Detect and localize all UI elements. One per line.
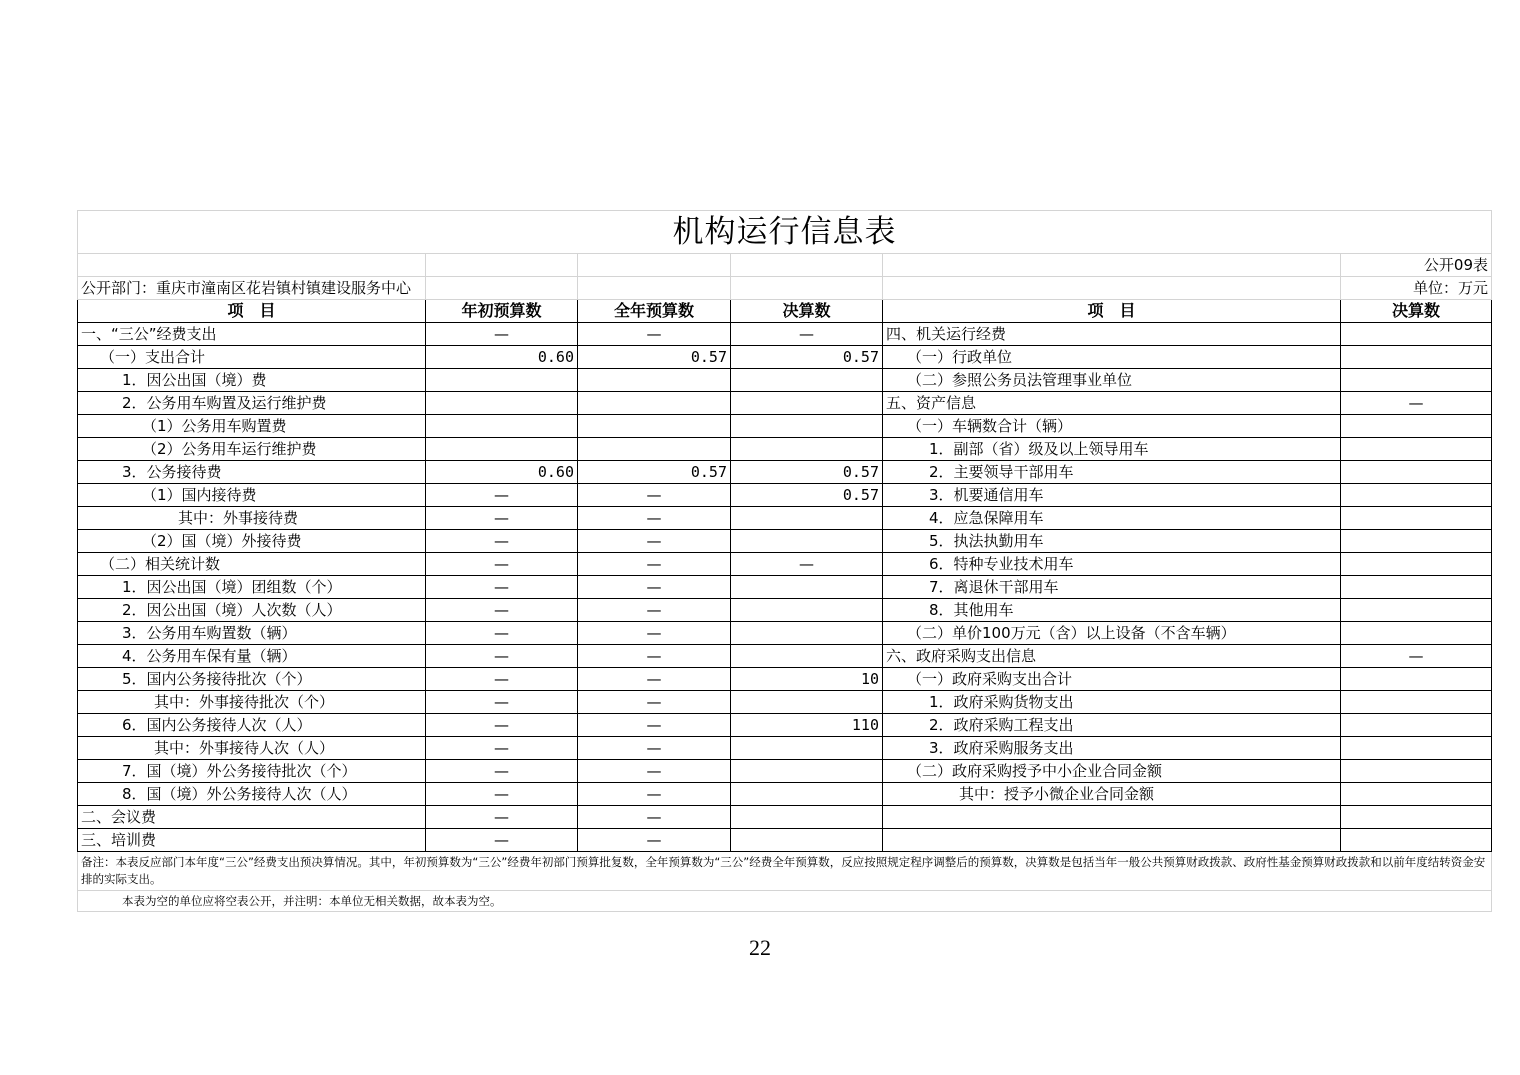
initial-budget-cell: —: [426, 530, 578, 553]
right-label: 5．执法执勤用车: [883, 530, 1341, 553]
row-label: 8．国（境）外公务接待人次（人）: [78, 783, 426, 806]
row-label: 3．公务用车购置数（辆）: [78, 622, 426, 645]
right-label: 3．机要通信用车: [883, 484, 1341, 507]
table-row: [78, 691, 1492, 714]
final-accounts-cell: [731, 806, 883, 829]
right-value-cell: [1341, 599, 1492, 622]
initial-budget-cell: [426, 392, 578, 415]
final-accounts-cell: [731, 438, 883, 461]
annual-budget-cell: —: [578, 484, 731, 507]
right-label: 1．副部（省）级及以上领导用车: [883, 438, 1341, 461]
final-accounts-cell: 0.57: [731, 346, 883, 369]
table-row: [78, 461, 1492, 484]
right-label: （二）单价100万元（含）以上设备（不含车辆）: [883, 622, 1341, 645]
initial-budget-cell: —: [426, 737, 578, 760]
header-initial-budget: 年初预算数: [426, 300, 578, 323]
annual-budget-cell: —: [578, 323, 731, 346]
initial-budget-cell: —: [426, 760, 578, 783]
info-table: [77, 210, 1492, 912]
right-value-cell: [1341, 806, 1492, 829]
header-row: [78, 300, 1492, 323]
right-value-cell: [1341, 438, 1492, 461]
right-value-cell: —: [1341, 645, 1492, 668]
annual-budget-cell: —: [578, 806, 731, 829]
row-label: （1）公务用车购置费: [78, 415, 426, 438]
row-label: 二、会议费: [78, 806, 426, 829]
row-label: 一、“三公”经费支出: [78, 323, 426, 346]
right-label: （二）参照公务员法管理事业单位: [883, 369, 1341, 392]
final-accounts-cell: [731, 576, 883, 599]
table-row: [78, 507, 1492, 530]
right-value-cell: [1341, 783, 1492, 806]
annual-budget-cell: —: [578, 553, 731, 576]
final-accounts-cell: [731, 392, 883, 415]
right-label: 7．离退休干部用车: [883, 576, 1341, 599]
header-item: 项 目: [78, 300, 426, 323]
final-accounts-cell: [731, 622, 883, 645]
table-row: [78, 484, 1492, 507]
final-accounts-cell: —: [731, 323, 883, 346]
initial-budget-cell: —: [426, 323, 578, 346]
row-label: （二）相关统计数: [78, 553, 426, 576]
right-label: 五、资产信息: [883, 392, 1341, 415]
final-accounts-cell: [731, 691, 883, 714]
table-row: [78, 323, 1492, 346]
initial-budget-cell: —: [426, 576, 578, 599]
row-label: 4．公务用车保有量（辆）: [78, 645, 426, 668]
header-item-right: 项 目: [883, 300, 1341, 323]
initial-budget-cell: —: [426, 484, 578, 507]
final-accounts-cell: —: [731, 553, 883, 576]
right-label: 6．特种专业技术用车: [883, 553, 1341, 576]
annual-budget-cell: —: [578, 645, 731, 668]
final-accounts-cell: [731, 599, 883, 622]
final-accounts-cell: 10: [731, 668, 883, 691]
right-label: 四、机关运行经费: [883, 323, 1341, 346]
right-value-cell: [1341, 737, 1492, 760]
row-label: 6．国内公务接待人次（人）: [78, 714, 426, 737]
table-row: [78, 392, 1492, 415]
annual-budget-cell: —: [578, 507, 731, 530]
table-row: [78, 668, 1492, 691]
right-value-cell: [1341, 576, 1492, 599]
right-label: 2．政府采购工程支出: [883, 714, 1341, 737]
unit-label: 单位：万元: [1341, 277, 1492, 300]
row-label: （1）国内接待费: [78, 484, 426, 507]
table-row: [78, 530, 1492, 553]
row-label: 其中：外事接待费: [78, 507, 426, 530]
final-accounts-cell: [731, 415, 883, 438]
row-label: 1．因公出国（境）团组数（个）: [78, 576, 426, 599]
right-value-cell: [1341, 553, 1492, 576]
initial-budget-cell: —: [426, 553, 578, 576]
right-value-cell: [1341, 691, 1492, 714]
annual-budget-cell: [578, 438, 731, 461]
right-label: （二）政府采购授予中小企业合同金额: [883, 760, 1341, 783]
row-label: 2．公务用车购置及运行维护费: [78, 392, 426, 415]
right-value-cell: [1341, 323, 1492, 346]
row-label: 其中：外事接待批次（个）: [78, 691, 426, 714]
right-label: 其中：授予小微企业合同金额: [883, 783, 1341, 806]
right-label: 六、政府采购支出信息: [883, 645, 1341, 668]
header-final-accounts: 决算数: [731, 300, 883, 323]
annual-budget-cell: —: [578, 530, 731, 553]
final-accounts-cell: 110: [731, 714, 883, 737]
annual-budget-cell: —: [578, 622, 731, 645]
final-accounts-cell: [731, 507, 883, 530]
initial-budget-cell: 0.60: [426, 461, 578, 484]
right-label: 4．应急保障用车: [883, 507, 1341, 530]
initial-budget-cell: —: [426, 783, 578, 806]
header-annual-budget: 全年预算数: [578, 300, 731, 323]
right-label: [883, 829, 1341, 852]
row-label: 3．公务接待费: [78, 461, 426, 484]
initial-budget-cell: —: [426, 507, 578, 530]
annual-budget-cell: [578, 415, 731, 438]
annual-budget-cell: —: [578, 599, 731, 622]
row-label: 5．国内公务接待批次（个）: [78, 668, 426, 691]
table-row: [78, 369, 1492, 392]
final-accounts-cell: [731, 783, 883, 806]
page-title: 机构运行信息表: [78, 211, 1492, 254]
annual-budget-cell: —: [578, 668, 731, 691]
right-value-cell: [1341, 484, 1492, 507]
annual-budget-cell: —: [578, 714, 731, 737]
initial-budget-cell: [426, 438, 578, 461]
row-label: （2）公务用车运行维护费: [78, 438, 426, 461]
right-value-cell: [1341, 461, 1492, 484]
table-row: [78, 622, 1492, 645]
table-row: [78, 806, 1492, 829]
right-label: 2．主要领导干部用车: [883, 461, 1341, 484]
annual-budget-cell: [578, 392, 731, 415]
initial-budget-cell: —: [426, 645, 578, 668]
table-row: [78, 645, 1492, 668]
final-accounts-cell: [731, 829, 883, 852]
right-value-cell: [1341, 530, 1492, 553]
row-label: （2）国（境）外接待费: [78, 530, 426, 553]
right-label: （一）车辆数合计（辆）: [883, 415, 1341, 438]
row-label: 1．因公出国（境）费: [78, 369, 426, 392]
empty-table-note: 本表为空的单位应将空表公开，并注明：本单位无相关数据，故本表为空。: [78, 891, 1492, 912]
row-label: （一）支出合计: [78, 346, 426, 369]
initial-budget-cell: [426, 415, 578, 438]
right-label: 3．政府采购服务支出: [883, 737, 1341, 760]
right-label: 1．政府采购货物支出: [883, 691, 1341, 714]
table-note: 备注：本表反应部门本年度“三公”经费支出预决算情况。其中，年初预算数为“三公”经费年初部门预算批复数，全年预算数为“三公”经费全年预算数，反应按照规定程序调整后的预算数，决算数是包括当年一般公共预算财政拨款、政府性基金预算财政拨款和以前年度结转资金安排的实际支出。: [78, 852, 1492, 891]
right-value-cell: [1341, 760, 1492, 783]
table-row: [78, 553, 1492, 576]
initial-budget-cell: 0.60: [426, 346, 578, 369]
initial-budget-cell: —: [426, 829, 578, 852]
table-row: [78, 760, 1492, 783]
right-value-cell: [1341, 369, 1492, 392]
annual-budget-cell: 0.57: [578, 461, 731, 484]
right-label: （一）政府采购支出合计: [883, 668, 1341, 691]
row-label: 7．国（境）外公务接待批次（个）: [78, 760, 426, 783]
final-accounts-cell: [731, 737, 883, 760]
right-value-cell: [1341, 415, 1492, 438]
initial-budget-cell: —: [426, 668, 578, 691]
annual-budget-cell: —: [578, 691, 731, 714]
page-number: 22: [749, 935, 771, 960]
right-value-cell: [1341, 714, 1492, 737]
right-value-cell: [1341, 507, 1492, 530]
annual-budget-cell: —: [578, 783, 731, 806]
table-row: [78, 714, 1492, 737]
row-label: 2．因公出国（境）人次数（人）: [78, 599, 426, 622]
initial-budget-cell: —: [426, 691, 578, 714]
table-row: [78, 415, 1492, 438]
annual-budget-cell: —: [578, 760, 731, 783]
annual-budget-cell: —: [578, 737, 731, 760]
table-row: [78, 829, 1492, 852]
department-label: 公开部门：重庆市潼南区花岩镇村镇建设服务中心: [78, 277, 426, 300]
table-row: [78, 783, 1492, 806]
right-label: （一）行政单位: [883, 346, 1341, 369]
table-row: [78, 599, 1492, 622]
table-row: [78, 438, 1492, 461]
table-row: [78, 737, 1492, 760]
final-accounts-cell: [731, 369, 883, 392]
final-accounts-cell: 0.57: [731, 484, 883, 507]
annual-budget-cell: 0.57: [578, 346, 731, 369]
row-label: 其中：外事接待人次（人）: [78, 737, 426, 760]
final-accounts-cell: [731, 645, 883, 668]
report-sheet: [77, 210, 1491, 912]
table-row: [78, 576, 1492, 599]
initial-budget-cell: —: [426, 714, 578, 737]
right-value-cell: [1341, 346, 1492, 369]
row-label: 三、培训费: [78, 829, 426, 852]
annual-budget-cell: [578, 369, 731, 392]
right-value-cell: —: [1341, 392, 1492, 415]
final-accounts-cell: [731, 530, 883, 553]
final-accounts-cell: 0.57: [731, 461, 883, 484]
header-final-accounts-right: 决算数: [1341, 300, 1492, 323]
table-row: [78, 346, 1492, 369]
annual-budget-cell: —: [578, 829, 731, 852]
initial-budget-cell: —: [426, 806, 578, 829]
right-label: [883, 806, 1341, 829]
right-value-cell: [1341, 622, 1492, 645]
right-label: 8．其他用车: [883, 599, 1341, 622]
initial-budget-cell: —: [426, 599, 578, 622]
initial-budget-cell: [426, 369, 578, 392]
initial-budget-cell: —: [426, 622, 578, 645]
right-value-cell: [1341, 668, 1492, 691]
right-value-cell: [1341, 829, 1492, 852]
final-accounts-cell: [731, 760, 883, 783]
table-code: 公开09表: [1341, 254, 1492, 277]
annual-budget-cell: —: [578, 576, 731, 599]
